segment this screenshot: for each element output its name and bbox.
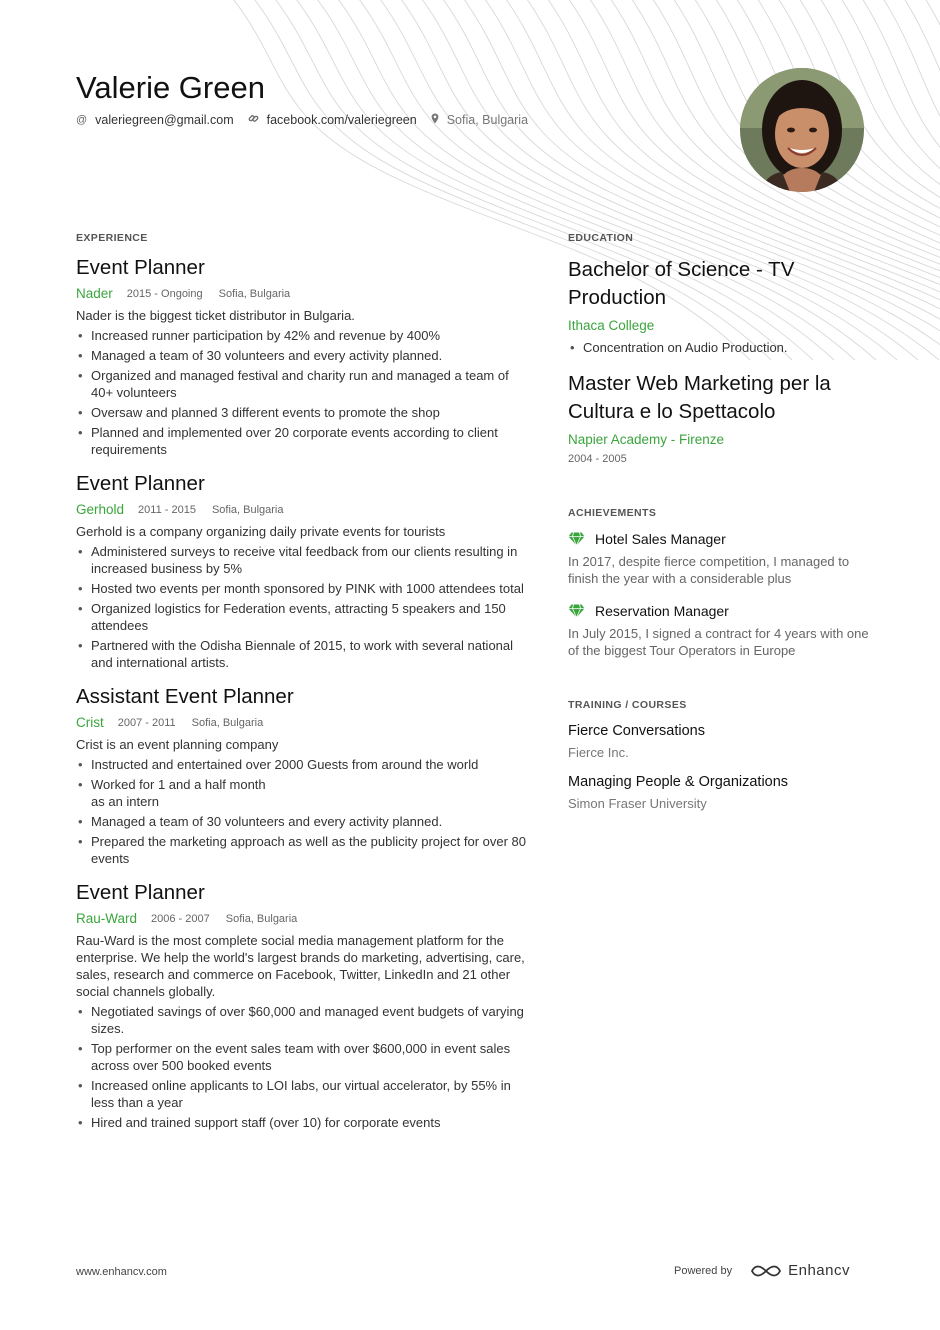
achievement-item (568, 531, 878, 587)
job-bullet: • Worked for 1 and a half month as an intern (76, 776, 526, 810)
course-organization: Simon Fraser University (568, 796, 707, 811)
location-pin-icon (431, 113, 439, 127)
job-bullet: • Organized and managed festival and charity run and managed a team of 40+ volunteers (76, 367, 526, 401)
email-text: valeriegreen@gmail.com (95, 113, 234, 127)
achievements-section-title: ACHIEVEMENTS (568, 507, 657, 519)
achievement-description: In 2017, despite fierce competition, I managed to finish the year with a considerable plus (568, 554, 850, 586)
right-column (568, 232, 878, 825)
location-contact (431, 113, 528, 127)
job-bullet: • Managed a team of 30 volunteers and every activity planned. (76, 347, 526, 364)
diamond-icon (568, 532, 585, 546)
company-description: Rau-Ward is the most complete social media management platform for the enterprise. We help the world's largest brands do marketing, advertising, care, sales, research and commerce on Facebook, Twitter, LinkedIn and 21 other social channels globally. (76, 933, 525, 999)
course-title: Fierce Conversations (568, 723, 705, 739)
profile-photo (740, 68, 864, 192)
school-name: Napier Academy - Firenze (568, 432, 725, 447)
job-bullet: • Administered surveys to receive vital feedback from our clients resulting in increased business by 5% (76, 543, 526, 577)
job-bullet: • Top performer on the event sales team with over $600,000 in event sales across over 500 booked events (76, 1040, 526, 1074)
email-contact[interactable] (76, 113, 234, 127)
footer-website-link[interactable]: www.enhancv.com (76, 1266, 167, 1278)
training-section-title: TRAINING / COURSES (568, 699, 687, 711)
company-description: Crist is an event planning company (76, 737, 279, 752)
job-title: Event Planner (76, 881, 205, 904)
course-item (568, 723, 878, 760)
candidate-name: Valerie Green (76, 70, 265, 105)
job-title: Assistant Event Planner (76, 685, 294, 708)
job-bullet: • Managed a team of 30 volunteers and every activity planned. (76, 813, 526, 830)
achievement-description: In July 2015, I signed a contract for 4 years with one of the biggest Tour Operators in Europe (568, 626, 869, 658)
company-name: Rau-Ward (76, 911, 138, 926)
diamond-icon (568, 604, 585, 618)
wave-line (881, 0, 940, 360)
education-item (568, 370, 878, 465)
website-text: facebook.com/valeriegreen (266, 113, 417, 127)
job-title: Event Planner (76, 472, 205, 495)
job-bullets (76, 543, 526, 671)
job-bullets (76, 1003, 526, 1131)
job-location: Sofia, Bulgaria (211, 503, 284, 516)
job-period: 2011 - 2015 (138, 503, 196, 516)
job-bullet: • Prepared the marketing approach as well as the publicity project for over 80 events (76, 833, 526, 867)
job-bullet: • Negotiated savings of over $60,000 and managed event budgets of varying sizes. (76, 1003, 526, 1037)
powered-by-label: Powered by (674, 1264, 733, 1277)
company-name: Nader (76, 286, 113, 301)
job-bullet: • Partnered with the Odisha Biennale of 2015, to work with several national and international artists. (76, 637, 526, 671)
achievement-title: Reservation Manager (595, 603, 729, 619)
wave-line (923, 0, 940, 360)
course-title: Managing People & Organizations (568, 774, 789, 790)
job-bullet: • Increased online applicants to LOI labs, our virtual accelerator, by 55% in less than a year (76, 1077, 526, 1111)
company-name: Gerhold (76, 502, 125, 517)
job-bullet: • Oversaw and planned 3 different events to promote the shop (76, 404, 526, 421)
experience-section-title: EXPERIENCE (76, 232, 148, 244)
education-period: 2004 - 2005 (568, 453, 627, 465)
job-bullets (76, 756, 526, 867)
website-contact[interactable] (248, 113, 417, 127)
degree-title: Bachelor of Science - TV Production (568, 258, 795, 309)
job-bullet: • Hosted two events per month sponsored by PINK with 1000 attendees total (76, 580, 526, 597)
job-bullet: • Planned and implemented over 20 corporate events according to client requirements (76, 424, 526, 458)
job-bullet: • Instructed and entertained over 2000 Guests from around the world (76, 756, 526, 773)
job-meta (76, 502, 526, 517)
jobs-list (76, 256, 526, 1131)
job-period: 2015 - Ongoing (126, 287, 203, 300)
job-item (76, 256, 526, 458)
job-title: Event Planner (76, 256, 205, 279)
course-item (568, 774, 878, 811)
contact-info (76, 113, 542, 127)
education-item (568, 256, 878, 356)
job-period: 2006 - 2007 (151, 912, 210, 925)
job-location: Sofia, Bulgaria (191, 716, 264, 729)
job-item (76, 685, 526, 867)
at-icon: @ (76, 114, 88, 126)
link-icon (248, 113, 259, 127)
school-name: Ithaca College (568, 318, 655, 333)
job-bullet: • Hired and trained support staff (over 10) for corporate events (76, 1114, 526, 1131)
job-item (76, 472, 526, 671)
footer-branding[interactable] (674, 1262, 850, 1279)
education-bullets (568, 339, 878, 356)
degree-title: Master Web Marketing per la Cultura e lo Spettacolo (568, 372, 831, 423)
course-organization: Fierce Inc. (568, 745, 629, 760)
enhancv-logo-icon (750, 1263, 782, 1279)
job-location: Sofia, Bulgaria (218, 287, 291, 300)
brand-name: Enhancv (788, 1262, 850, 1279)
achievement-title: Hotel Sales Manager (595, 531, 726, 547)
job-bullets (76, 327, 526, 458)
company-description: Nader is the biggest ticket distributor in Bulgaria. (76, 308, 355, 323)
experience-section (76, 232, 526, 1145)
location-text: Sofia, Bulgaria (446, 113, 529, 127)
job-location: Sofia, Bulgaria (225, 912, 298, 925)
job-bullet: • Increased runner participation by 42% and revenue by 400% (76, 327, 526, 344)
job-period: 2007 - 2011 (117, 716, 176, 729)
company-description: Gerhold is a company organizing daily private events for tourists (76, 524, 446, 539)
job-item (76, 881, 526, 1131)
company-name: Crist (76, 715, 104, 730)
job-meta (76, 715, 526, 730)
education-bullet: • Concentration on Audio Production. (568, 339, 878, 356)
job-meta (76, 911, 526, 926)
job-bullet: • Organized logistics for Federation events, attracting 5 speakers and 150 attendees (76, 600, 526, 634)
job-meta (76, 286, 526, 301)
achievement-item (568, 603, 878, 659)
education-section-title: EDUCATION (568, 232, 634, 244)
